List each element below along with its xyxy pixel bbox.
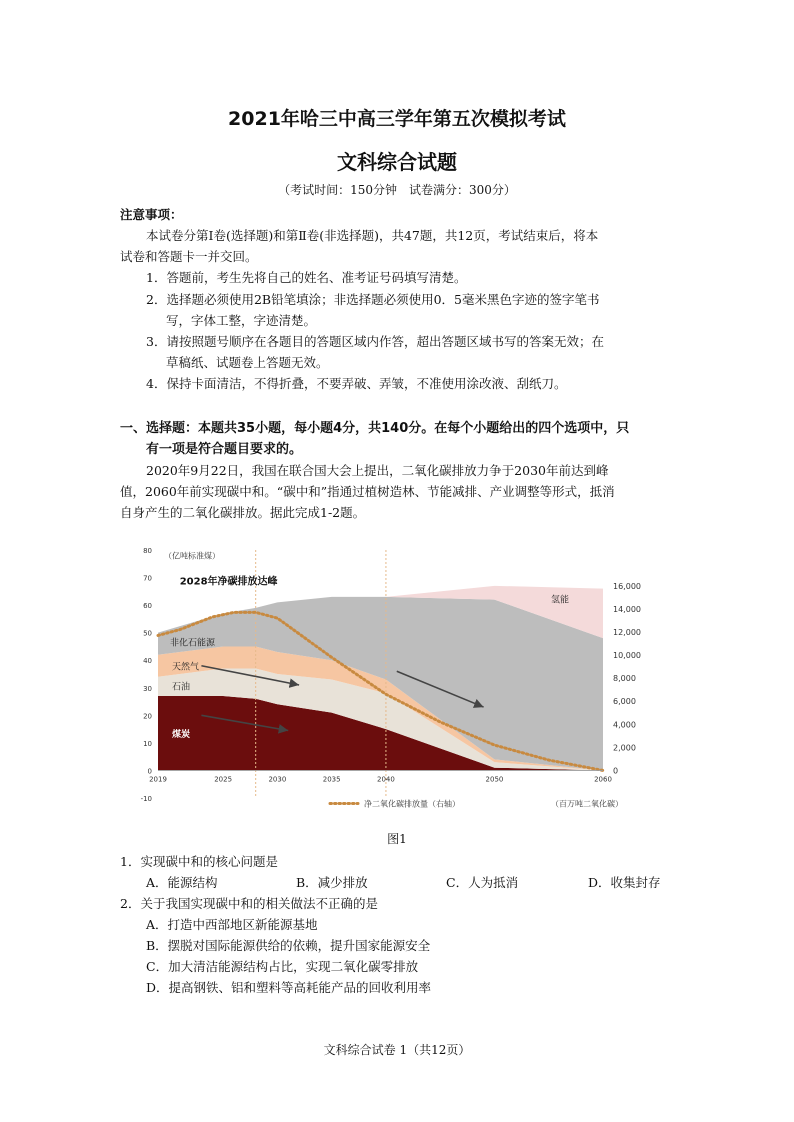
right-axis-label: （百万吨二氧化碳） bbox=[551, 799, 623, 809]
series-label-1: 石油 bbox=[172, 682, 191, 693]
right-tick-1: 14,000 bbox=[613, 604, 641, 614]
notice-intro-line1: 本试卷分第Ⅰ卷(选择题)和第Ⅱ卷(非选择题)，共47题，共12页，考试结束后，将本 bbox=[146, 228, 599, 243]
left-tick-1: 70 bbox=[143, 574, 152, 583]
question-1-option-d: D．收集封存 bbox=[588, 875, 661, 890]
series-label-4: 氢能 bbox=[551, 595, 570, 606]
left-tick-5: 30 bbox=[143, 684, 152, 693]
passage-line3: 自身产生的二氧化碳排放。据此完成1-2题。 bbox=[120, 505, 366, 520]
right-tick-6: 4,000 bbox=[613, 720, 636, 730]
notice-item-1: 1．答题前，考生先将自己的姓名、准考证号码填写清楚。 bbox=[146, 270, 467, 285]
passage-line1: 2020年9月22日，我国在联合国大会上提出，二氧化碳排放力争于2030年前达到峰 bbox=[146, 463, 609, 478]
section-heading-line1: 一、选择题：本题共35小题，每小题4分，共140分。在每个小题给出的四个选项中，只 bbox=[120, 421, 630, 436]
question-2-option-a: A．打造中西部地区新能源基地 bbox=[146, 917, 318, 932]
series-label-2: 天然气 bbox=[172, 662, 200, 673]
right-tick-7: 2,000 bbox=[613, 743, 636, 753]
section-heading-line2: 有一项是符合题目要求的。 bbox=[146, 442, 303, 457]
exam-subject: 文科综合试题 bbox=[337, 150, 457, 174]
right-tick-2: 12,000 bbox=[613, 627, 641, 637]
question-1-stem: 1．实现碳中和的核心问题是 bbox=[120, 854, 278, 869]
notice-heading: 注意事项： bbox=[120, 207, 183, 222]
exam-info: （考试时间：150分钟 试卷满分：300分） bbox=[278, 183, 516, 197]
exam-title: 2021年哈三中高三学年第五次模拟考试 bbox=[228, 108, 566, 130]
legend-label: 净二氧化碳排放量（右轴） bbox=[364, 799, 460, 809]
question-1-option-a: A．能源结构 bbox=[146, 875, 218, 890]
peak-annotation: 2028年净碳排放达峰 bbox=[179, 576, 278, 588]
notice-item-3-cont: 草稿纸、试题卷上答题无效。 bbox=[166, 355, 329, 370]
question-1-option-c: C．人为抵消 bbox=[446, 875, 519, 890]
x-tick-5: 2050 bbox=[485, 775, 504, 784]
notice-item-4: 4．保持卡面清洁，不得折叠，不要弄破、弄皱，不准使用涂改液、刮纸刀。 bbox=[146, 376, 567, 391]
left-tick-7: 10 bbox=[143, 739, 152, 748]
left-tick-6: 20 bbox=[143, 712, 152, 721]
left-tick-3: 50 bbox=[143, 629, 152, 638]
energy-structure-chart bbox=[130, 540, 650, 818]
right-tick-4: 8,000 bbox=[613, 674, 636, 684]
x-tick-3: 2035 bbox=[322, 775, 341, 784]
series-label-0: 煤炭 bbox=[172, 730, 191, 741]
x-tick-6: 2060 bbox=[594, 775, 612, 784]
series-label-3: 非化石能源 bbox=[170, 638, 216, 649]
notice-item-2-cont: 写，字体工整，字迹清楚。 bbox=[166, 313, 317, 328]
question-2-stem: 2．关于我国实现碳中和的相关做法不正确的是 bbox=[120, 896, 378, 911]
left-axis-label: （亿吨标准煤） bbox=[164, 551, 220, 561]
right-tick-0: 16,000 bbox=[613, 581, 641, 591]
left-tick-9: -10 bbox=[140, 795, 152, 803]
question-2-option-c: C．加大清洁能源结构占比，实现二氧化碳零排放 bbox=[146, 959, 419, 974]
left-tick-2: 60 bbox=[143, 602, 152, 611]
notice-intro-line2: 试卷和答题卡一并交回。 bbox=[120, 249, 258, 264]
left-tick-4: 40 bbox=[143, 657, 152, 666]
right-tick-5: 6,000 bbox=[613, 697, 636, 707]
left-tick-0: 80 bbox=[143, 547, 152, 555]
right-tick-8: 0 bbox=[613, 766, 619, 776]
left-tick-8: 0 bbox=[147, 767, 152, 776]
x-tick-0: 2019 bbox=[149, 775, 167, 784]
figure-caption: 图1 bbox=[387, 832, 407, 846]
question-2-option-b: B．摆脱对国际能源供给的依赖，提升国家能源安全 bbox=[146, 938, 431, 953]
question-2-option-d: D．提高钢铁、铝和塑料等高耗能产品的回收利用率 bbox=[146, 980, 432, 995]
right-tick-3: 10,000 bbox=[613, 651, 641, 661]
notice-item-2: 2．选择题必须使用2B铅笔填涂；非选择题必须使用0．5毫米黑色字迹的签字笔书 bbox=[146, 292, 600, 307]
x-tick-1: 2025 bbox=[214, 775, 233, 784]
question-1-option-b: B．减少排放 bbox=[296, 875, 368, 890]
passage-line2: 值，2060年前实现碳中和。“碳中和”指通过植树造林、节能减排、产业调整等形式，抵消 bbox=[120, 484, 615, 499]
x-tick-4: 2040 bbox=[377, 775, 395, 784]
notice-item-3: 3．请按照题号顺序在各题目的答题区域内作答，超出答题区域书写的答案无效；在 bbox=[146, 334, 604, 349]
page-footer: 文科综合试卷 1（共12页） bbox=[323, 1043, 471, 1057]
x-tick-2: 2030 bbox=[268, 775, 287, 784]
